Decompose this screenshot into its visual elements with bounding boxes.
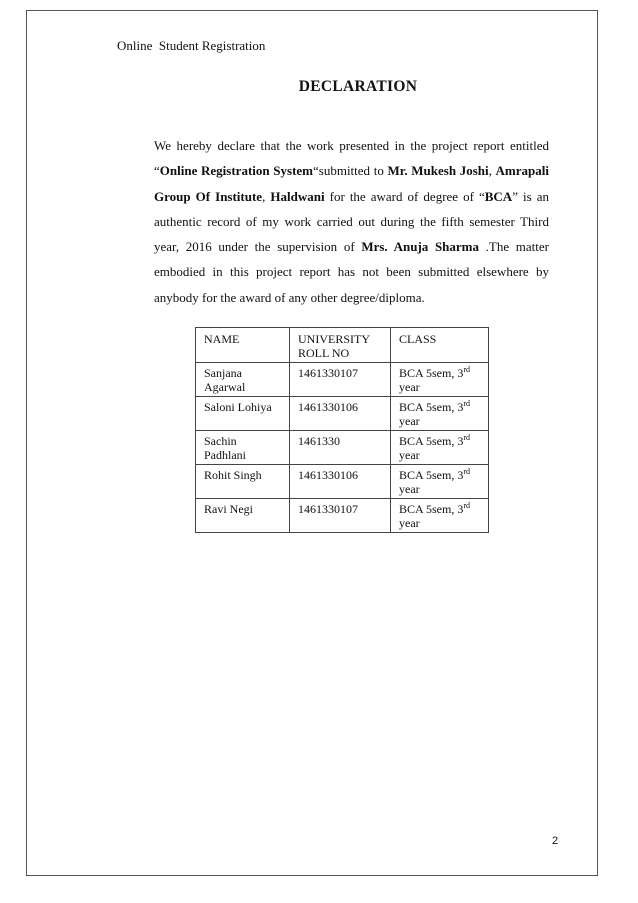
institute-location: Haldwani	[270, 188, 325, 204]
class-text: BCA 5sem, 3	[399, 434, 464, 448]
class-text: BCA 5sem, 3	[399, 366, 464, 380]
class-year: year	[399, 448, 420, 462]
student-name: Saloni Lohiya	[196, 397, 290, 431]
column-header-roll-no: UNIVERSITY ROLL NO	[290, 328, 391, 363]
roll-number: 1461330107	[290, 499, 391, 533]
class-cell	[391, 431, 489, 465]
page-number: 2	[552, 835, 559, 847]
class-text: BCA 5sem, 3	[399, 468, 464, 482]
student-name: Rohit Singh	[196, 465, 290, 499]
class-text: BCA 5sem, 3	[399, 502, 464, 516]
text-segment: ” is an authentic record of my work carried out during the fifth semester Third year, 2016 under the supervision of	[154, 188, 549, 255]
text-segment: We hereby declare that the work presented in the project report entitled “	[154, 138, 549, 179]
ordinal-suffix: rd	[463, 433, 471, 442]
column-header-name: NAME	[196, 328, 290, 363]
ordinal-suffix: rd	[463, 399, 471, 408]
table-row	[196, 397, 489, 431]
class-cell	[391, 499, 489, 533]
ordinal-suffix: rd	[463, 501, 471, 510]
degree-name: BCA	[484, 188, 513, 204]
table-row	[196, 431, 489, 465]
ordinal-suffix: rd	[463, 467, 471, 476]
class-cell	[391, 363, 489, 397]
page-title: DECLARATION	[298, 78, 418, 95]
table-row	[196, 465, 489, 499]
guide-name: Mrs. Anuja Sharma	[361, 239, 479, 255]
institute-name: Amrapali Group Of Institute	[154, 163, 549, 204]
student-name: Sanjana Agarwal	[196, 363, 290, 397]
running-header: Online Student Registration	[117, 38, 266, 53]
class-cell	[391, 397, 489, 431]
declaration-paragraph	[154, 133, 549, 310]
roll-number: 1461330107	[290, 363, 391, 397]
class-year: year	[399, 414, 420, 428]
student-name: Ravi Negi	[196, 499, 290, 533]
text-segment: ,	[262, 188, 271, 204]
student-name: Sachin Padhlani	[196, 431, 290, 465]
project-title: Online Registration System	[159, 163, 313, 179]
table-header-row	[196, 328, 489, 363]
table-row	[196, 499, 489, 533]
class-year: year	[399, 482, 420, 496]
class-text: BCA 5sem, 3	[399, 400, 464, 414]
ordinal-suffix: rd	[463, 365, 471, 374]
supervisor-name: Mr. Mukesh Joshi	[387, 163, 489, 179]
class-year: year	[399, 380, 420, 394]
text-segment: “submitted to	[313, 163, 388, 179]
text-segment: .The matter embodied in this project report has not been submitted elsewhere by anybody for the award of any other degree/diploma.	[154, 239, 549, 305]
text-segment: for the award of degree of “	[324, 188, 485, 204]
text-segment: ,	[488, 163, 496, 179]
class-year: year	[399, 516, 420, 530]
roll-number: 1461330106	[290, 465, 391, 499]
student-table	[195, 327, 489, 533]
roll-number: 1461330106	[290, 397, 391, 431]
roll-number: 1461330	[290, 431, 391, 465]
class-cell	[391, 465, 489, 499]
column-header-class: CLASS	[391, 328, 489, 363]
table-row	[196, 363, 489, 397]
